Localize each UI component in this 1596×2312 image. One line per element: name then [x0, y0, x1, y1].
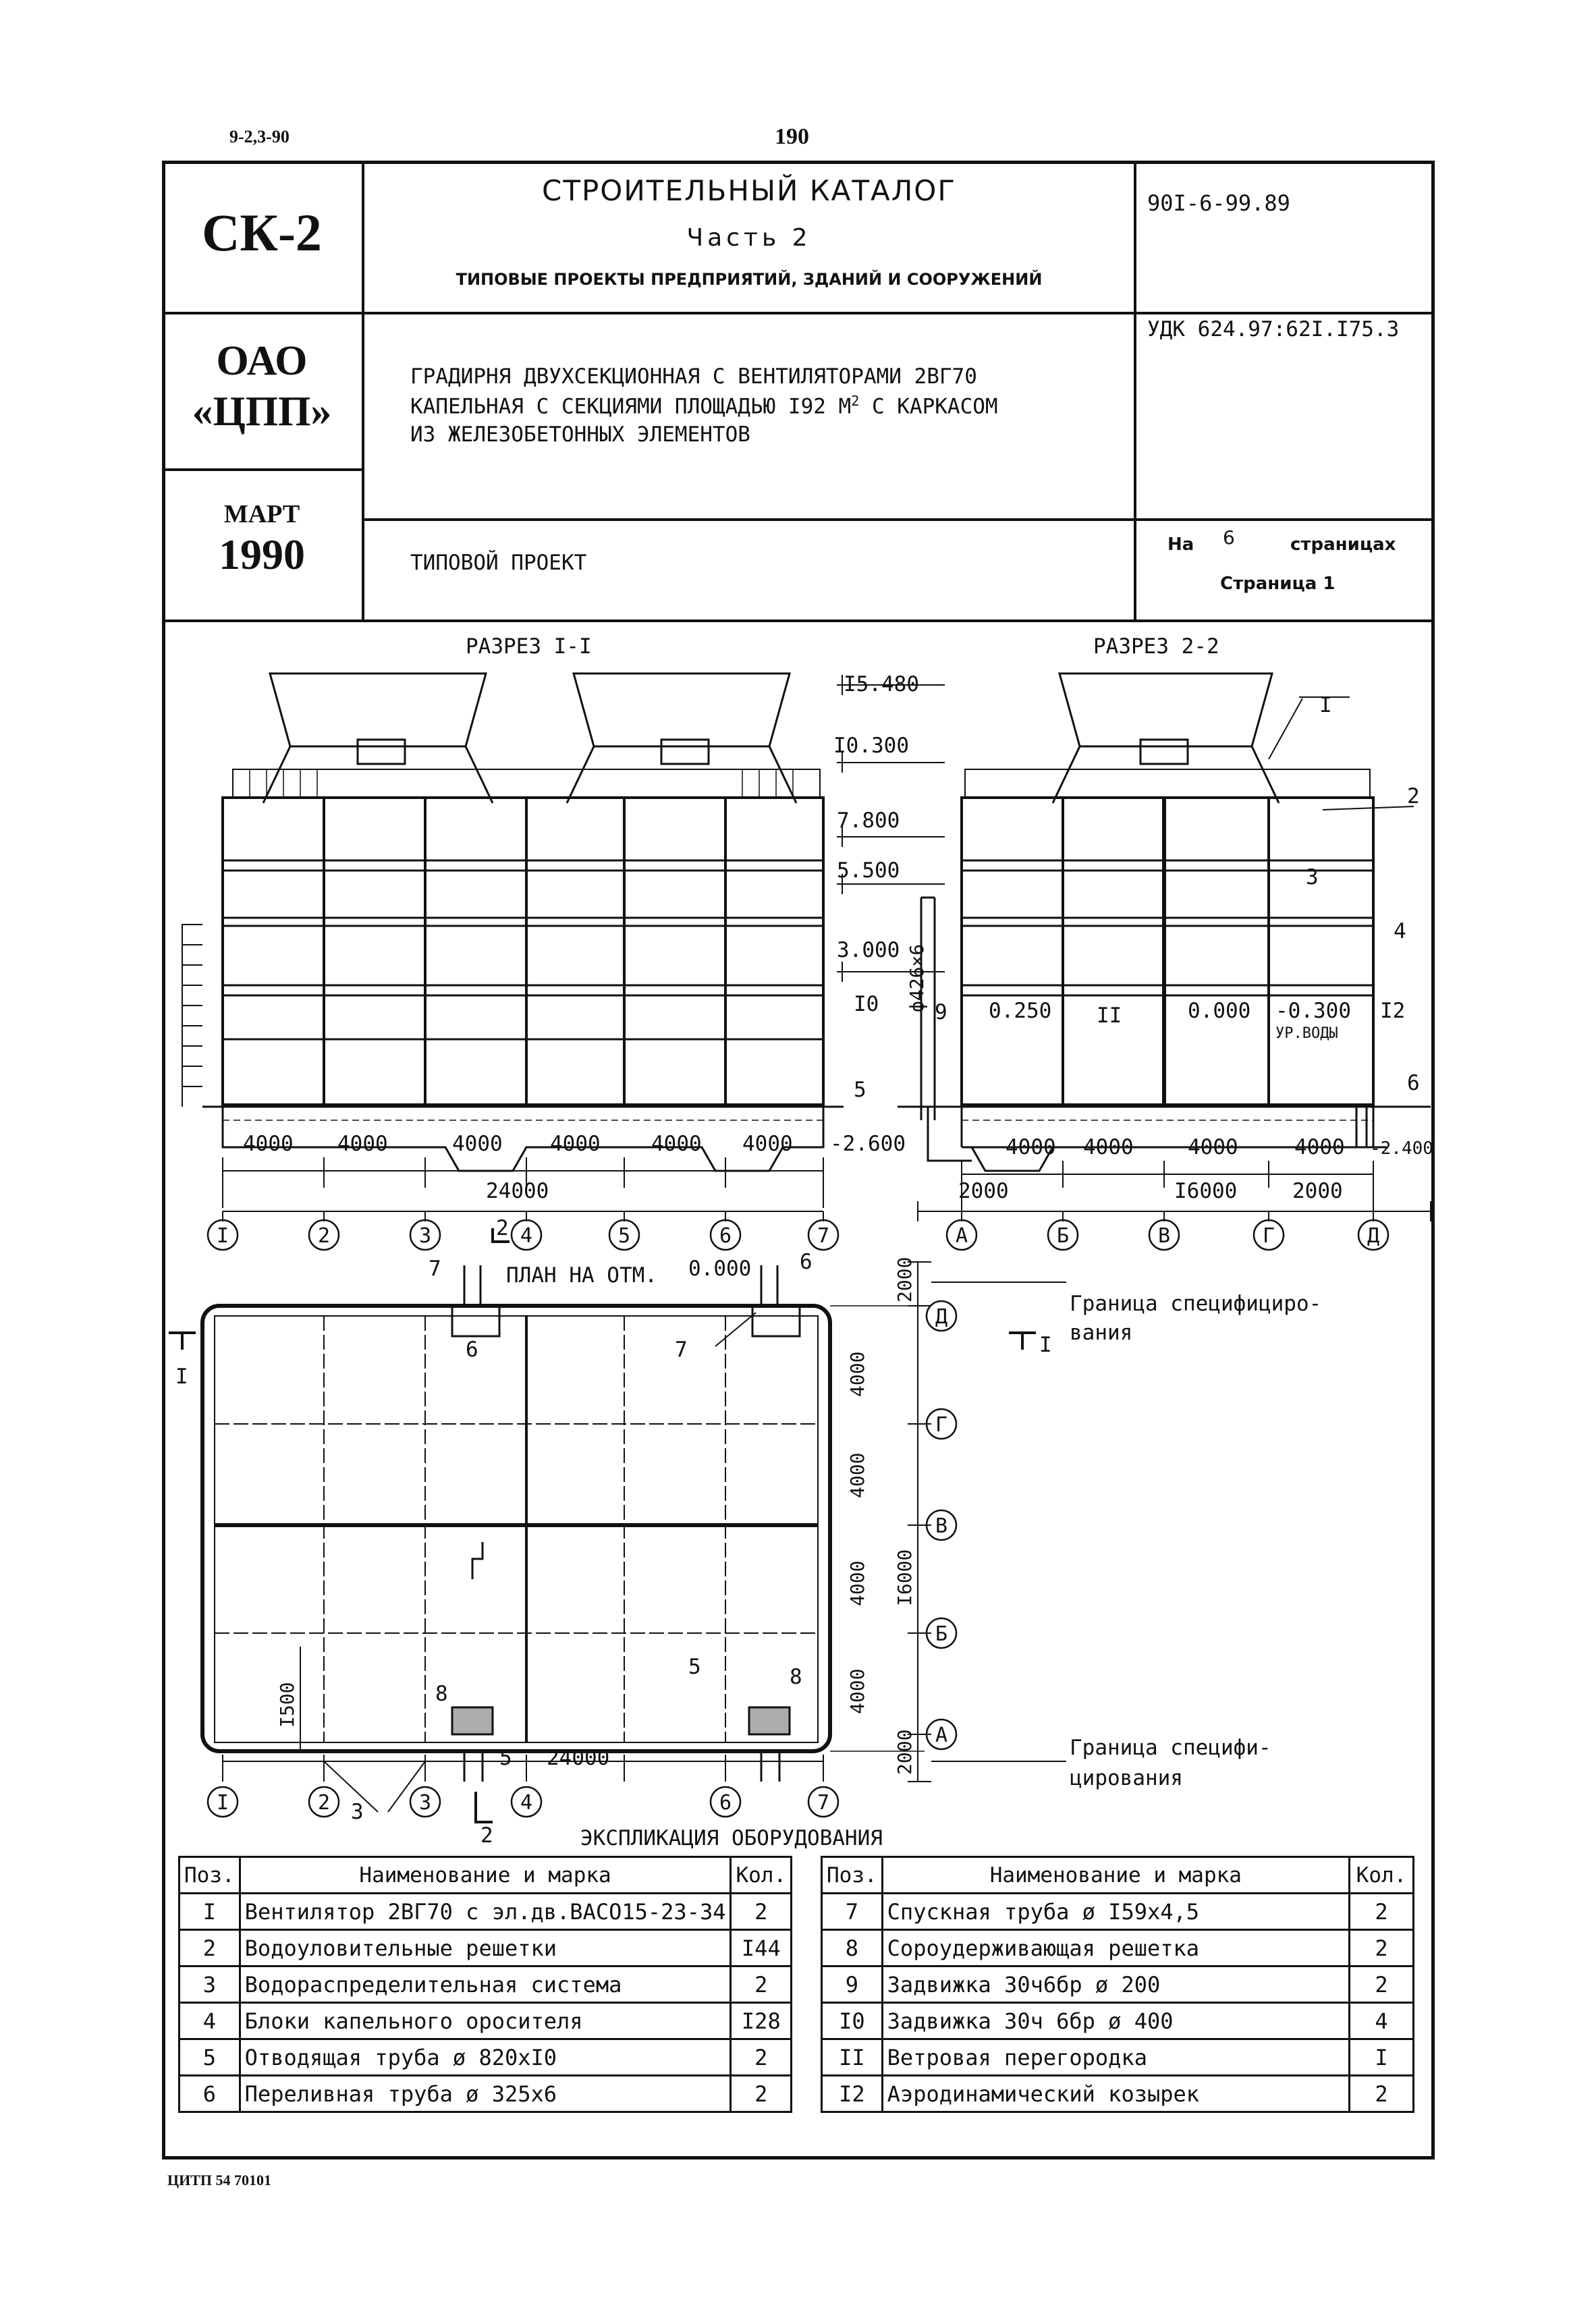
organization-line-2: «ЦПП»	[192, 389, 332, 435]
table-row: II Ветровая перегородка I	[822, 2039, 1414, 2076]
plan-title: ПЛАН НА ОТМ.	[506, 1263, 657, 1288]
table-row: 7 Спускная труба ø I59x4,5 2	[822, 1894, 1414, 1930]
catalog-subtitle: ТИПОВЫЕ ПРОЕКТЫ ПРЕДПРИЯТИЙ, ЗДАНИЙ И СООРУЖЕНИЙ	[456, 270, 1043, 289]
elevation-10300: I0.300	[833, 734, 909, 758]
elevation-minus-2600: -2.600	[830, 1132, 906, 1156]
catalog-code: СК-2	[202, 203, 322, 262]
section1-dim-3: 4000	[452, 1132, 503, 1156]
axis-5-top: 5	[617, 1224, 631, 1248]
plan-dim-2000-top: 2000	[893, 1257, 916, 1302]
axis-a-plan: А	[935, 1724, 948, 1747]
col-name: Наименование и марка	[240, 1857, 731, 1894]
col-position: Поз.	[822, 1857, 883, 1894]
axis-d-section: Д	[1367, 1224, 1380, 1248]
section2-dim-3: 4000	[1188, 1135, 1238, 1159]
page-label: Страница 1	[1220, 574, 1336, 594]
equipment-table-left	[178, 1856, 792, 2113]
section2-dim-1: 4000	[1006, 1135, 1056, 1159]
organization-line-1: ОАО	[216, 338, 308, 384]
section2-bottom-dim-2: I6000	[1174, 1179, 1238, 1203]
water-level-label: УР.ВОДЫ	[1275, 1025, 1338, 1042]
fan-motor-left	[358, 740, 405, 764]
section-mark-i-left: I	[175, 1365, 188, 1389]
section1-total-dim: 24000	[486, 1179, 549, 1203]
boundary-bottom-line-2: цирования	[1070, 1766, 1183, 1790]
axis-v-plan: В	[935, 1514, 948, 1538]
callout-2: 2	[1407, 784, 1420, 808]
callout-5-plan-bottom: 5	[499, 1746, 512, 1770]
table-row: 4 Блоки капельного оросителя I28	[180, 2003, 792, 2039]
plan-elevation: 0.000	[688, 1257, 752, 1281]
table-header-row	[822, 1857, 1414, 1894]
col-name: Наименование и марка	[882, 1857, 1349, 1894]
callout-11: II	[1097, 1003, 1122, 1028]
table-row: 5 Отводящая труба ø 820xI0 2	[180, 2039, 792, 2076]
axis-6-top: 6	[719, 1224, 732, 1248]
axis-d-plan: Д	[935, 1305, 948, 1329]
callout-7: 7	[429, 1257, 441, 1281]
section2-dim-2: 4000	[1083, 1135, 1134, 1159]
axis-g-plan: Г	[935, 1413, 948, 1437]
axis-7-bottom: 7	[817, 1791, 830, 1815]
axis-b-plan: Б	[935, 1622, 948, 1646]
axis-1-bottom: I	[216, 1791, 229, 1815]
project-description-line-3: ИЗ ЖЕЛЕЗОБЕТОННЫХ ЭЛЕМЕНТОВ	[410, 422, 750, 447]
section2-dim-4: 4000	[1294, 1135, 1345, 1159]
axis-g-section: Г	[1262, 1224, 1275, 1248]
project-description-line-1: ГРАДИРНЯ ДВУХСЕКЦИОННАЯ С ВЕНТИЛЯТОРАМИ 2ВГ70	[410, 364, 977, 389]
elevation-7800: 7.800	[837, 808, 900, 833]
table-row: 3 Водораспределительная система 2	[180, 1966, 792, 2003]
plan-dim-1500: I500	[276, 1682, 298, 1728]
document-type: ТИПОВОЙ ПРОЕКТ	[410, 551, 587, 575]
plan-dim-4000-3: 4000	[846, 1560, 869, 1606]
elevation-5500: 5.500	[837, 858, 900, 883]
col-position: Поз.	[180, 1857, 240, 1894]
callout-3: 3	[1306, 865, 1319, 889]
callout-6: 6	[1407, 1071, 1420, 1095]
fan-diffuser-left	[270, 673, 486, 746]
table-row: 8 Сороудерживающая решетка 2	[822, 1930, 1414, 1966]
axis-6-bottom: 6	[719, 1791, 732, 1815]
callout-8: 8	[435, 1682, 448, 1706]
axis-4-bottom: 4	[520, 1791, 533, 1815]
pages-prefix: На	[1167, 534, 1194, 555]
axis-4-top: 4	[520, 1224, 533, 1248]
axis-3-bottom: 3	[418, 1791, 432, 1815]
elevation-15480: I5.480	[844, 672, 919, 696]
callout-1: I	[1319, 693, 1332, 717]
callout-10: I0	[854, 992, 879, 1016]
elevation-minus-0300: -0.300	[1275, 999, 1351, 1023]
project-description-line-2: КАПЕЛЬНАЯ С СЕКЦИЯМИ ПЛОЩАДЬЮ I92 $М^2$ С КАРКАСОМ	[410, 393, 998, 419]
section-mark-2-bottom: 2	[480, 1823, 493, 1848]
axis-2-top: 2	[317, 1224, 331, 1248]
project-code: 90I-6-99.89	[1147, 190, 1290, 216]
section1-dim-6: 4000	[742, 1132, 793, 1156]
pages-count: 6	[1223, 526, 1235, 549]
table-row: I0 Задвижка 30ч 6бр ø 400 4	[822, 2003, 1414, 2039]
section-2-2-elevation	[898, 673, 1431, 1221]
callout-6-plan: 6	[800, 1250, 813, 1274]
document-series-code: 9-2,3-90	[229, 127, 290, 146]
axis-3-top: 3	[418, 1224, 432, 1248]
axis-v-section: В	[1157, 1224, 1171, 1248]
section-mark-i-right: I	[1039, 1333, 1052, 1357]
table-header-row	[180, 1857, 792, 1894]
catalog-part: Часть 2	[686, 224, 812, 252]
fan-diffuser-section2	[1060, 673, 1272, 746]
page-number: 190	[775, 124, 809, 149]
footer-code: ЦИТП 54 70101	[167, 2172, 272, 2189]
callout-3-plan: 3	[351, 1800, 364, 1824]
boundary-top-line-2: вания	[1070, 1321, 1133, 1345]
plan-dim-4000-1: 4000	[846, 1351, 869, 1397]
callout-4: 4	[1394, 919, 1406, 943]
plan-dim-4000-2: 4000	[846, 1452, 869, 1498]
section1-dim-2: 4000	[337, 1132, 388, 1156]
callout-7-plan: 7	[675, 1338, 688, 1362]
section-mark-2-top: 2	[496, 1216, 509, 1240]
col-qty: Кол.	[731, 1857, 792, 1894]
section-1-title: РАЗРЕЗ I-I	[466, 634, 592, 659]
boundary-bottom-line-1: Граница специфи-	[1070, 1736, 1271, 1760]
axis-2-bottom: 2	[317, 1791, 331, 1815]
plan-total-dim: 24000	[547, 1746, 610, 1770]
table-row: 2 Водоуловительные решетки I44	[180, 1930, 792, 1966]
equipment-table-right	[821, 1856, 1414, 2113]
section1-dim-1: 4000	[243, 1132, 294, 1156]
callout-5-plan: 5	[688, 1655, 701, 1679]
pages-suffix: страницах	[1290, 534, 1396, 555]
elevation-0250: 0.250	[989, 999, 1052, 1023]
pipe-diameter-label: ф426×6	[906, 943, 928, 1012]
axis-b-section: Б	[1056, 1224, 1070, 1248]
plan-at-0000	[169, 1228, 1066, 1822]
table-row: I2 Аэродинамический козырек 2	[822, 2076, 1414, 2112]
elevation-3000: 3.000	[837, 938, 900, 962]
issue-month: МАРТ	[223, 500, 300, 528]
plan-dim-4000-4: 4000	[846, 1668, 869, 1714]
callout-8-plan: 8	[790, 1665, 802, 1689]
fan-motor-right	[661, 740, 709, 764]
issue-year: 1990	[219, 530, 305, 578]
plan-dim-16000: I6000	[893, 1549, 916, 1606]
elevation-minus-2400: -2.400	[1370, 1138, 1433, 1159]
col-qty: Кол.	[1350, 1857, 1414, 1894]
table-row: 9 Задвижка 30ч6бр ø 200 2	[822, 1966, 1414, 2003]
axis-a-section: А	[955, 1224, 968, 1248]
axis-7-top: 7	[817, 1224, 830, 1248]
axis-1-top: I	[216, 1224, 229, 1248]
section1-dim-5: 4000	[651, 1132, 702, 1156]
callout-5: 5	[854, 1078, 866, 1102]
callout-6-plan-pit: 6	[466, 1338, 478, 1362]
catalog-title: СТРОИТЕЛЬНЫЙ КАТАЛОГ	[542, 174, 956, 207]
plan-dim-2000-bottom: 2000	[893, 1729, 916, 1775]
equipment-title: ЭКСПЛИКАЦИЯ ОБОРУДОВАНИЯ	[580, 1826, 883, 1850]
section1-dim-4: 4000	[550, 1132, 601, 1156]
fan-diffuser-right	[574, 673, 790, 746]
section-2-title: РАЗРЕЗ 2-2	[1093, 634, 1219, 659]
section2-bottom-dim-3: 2000	[1292, 1179, 1343, 1203]
table-row: 6 Переливная труба ø 325x6 2	[180, 2076, 792, 2112]
callout-9: 9	[935, 1000, 947, 1024]
section2-bottom-dim-1: 2000	[958, 1179, 1009, 1203]
callout-12: I2	[1380, 999, 1406, 1023]
table-row: I Вентилятор 2ВГ70 с эл.дв.ВАСО15-23-34 2	[180, 1894, 792, 1930]
boundary-top-line-1: Граница специфициро-	[1070, 1292, 1322, 1316]
elevation-0000-section: 0.000	[1188, 999, 1251, 1023]
udk-code: УДК 624.97:62I.I75.3	[1147, 317, 1400, 341]
